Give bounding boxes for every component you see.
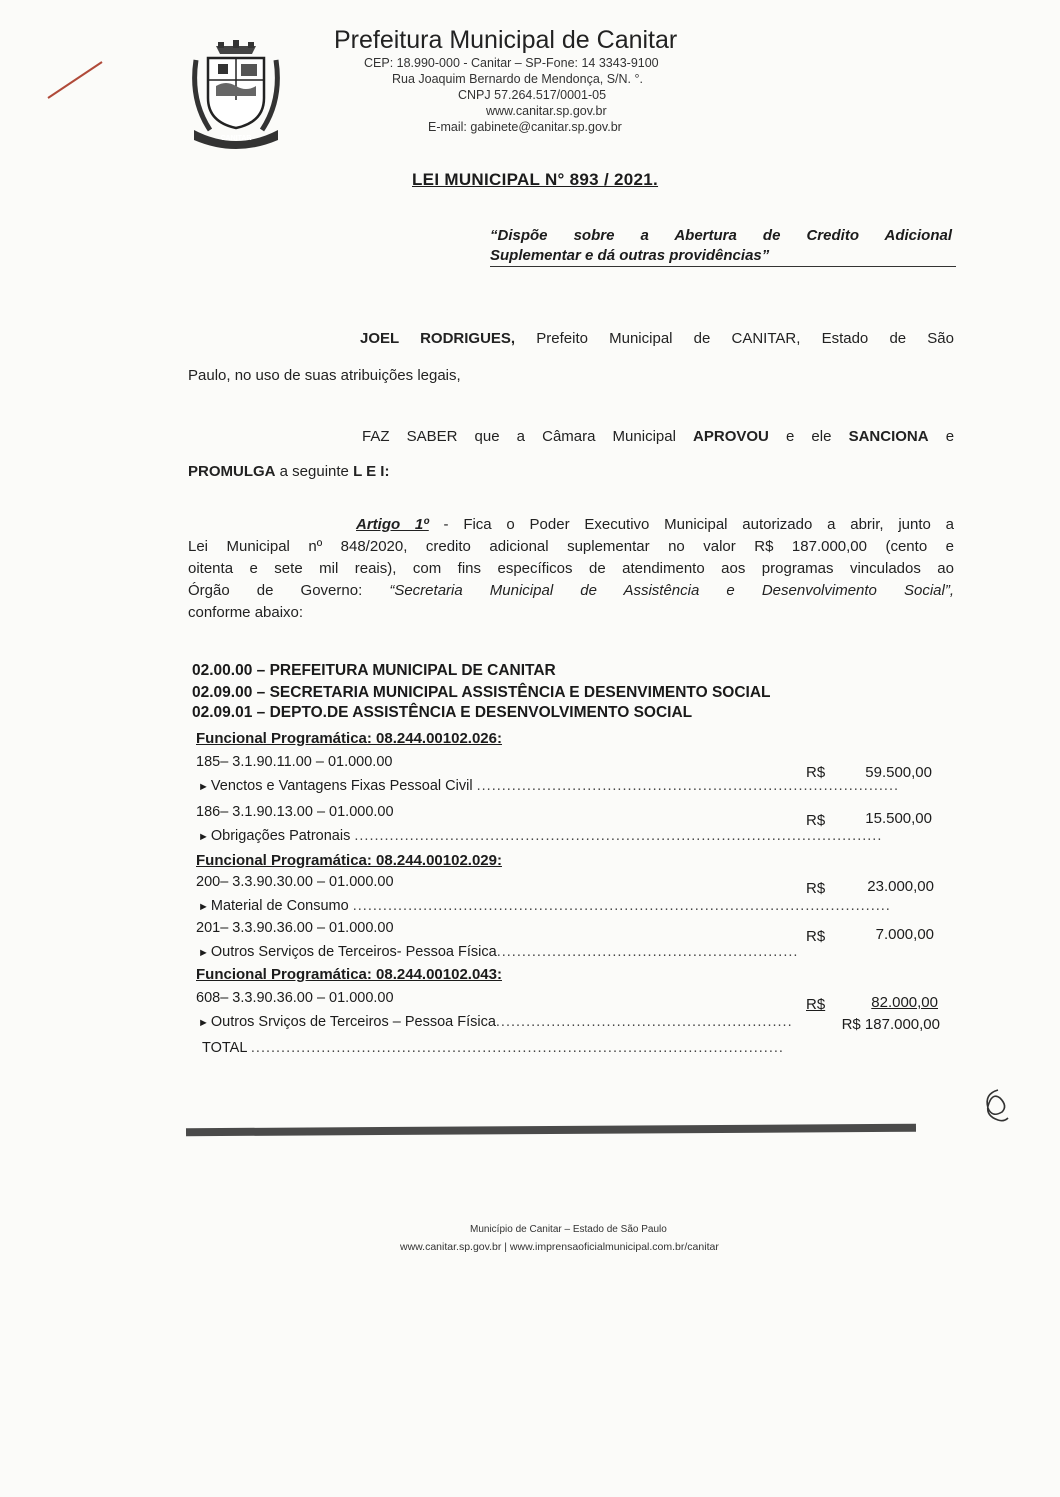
mayor-name: JOEL RODRIGUES,	[360, 330, 516, 347]
faz-saber-line-1	[188, 424, 954, 449]
ementa-underline	[490, 266, 956, 267]
municipal-crest-logo	[186, 40, 286, 148]
lei-word: L E I:	[353, 463, 390, 480]
budget-item-4-value: 7.000,00	[875, 926, 934, 943]
section-line-1: 02.00.00 – PREFEITURA MUNICIPAL DE CANITAR	[192, 662, 556, 679]
footer-links: www.canitar.sp.gov.br | www.imprensaoficialmunicipal.com.br/canitar	[400, 1241, 719, 1253]
budget-item-3-code: 200– 3.3.90.30.00 – 01.000.00	[196, 874, 394, 890]
budget-item-5-currency: R$	[806, 996, 826, 1013]
budget-item-2-value: 15.500,00	[865, 810, 932, 827]
artigo-1-line-2: Lei Municipal nº 848/2020, credito adicional suplementar no valor R$ 187.000,00 (cento e	[188, 538, 954, 555]
email-line: E-mail: gabinete@canitar.sp.gov.br	[428, 120, 622, 134]
aprovou-word: APROVOU	[693, 428, 769, 445]
signature-rubric	[978, 1084, 1014, 1128]
artigo-1-line-1-text: - Fica o Poder Executivo Municipal autorizado a abrir, junto a	[443, 516, 954, 533]
cep-phone-line: CEP: 18.990-000 - Canitar – SP-Fone: 14 3343-9100	[364, 56, 659, 70]
faz-saber-paragraph	[188, 424, 954, 484]
faz-saber-part2: e ele	[785, 428, 832, 445]
arrow-right-icon: ►	[198, 947, 209, 959]
budget-item-2-currency: R$	[806, 812, 826, 829]
budget-item-5-value: 82.000,00	[871, 994, 938, 1011]
artigo-1-line-4-pre: Órgão de Governo:	[188, 582, 363, 599]
footer-divider-rule	[186, 1124, 916, 1136]
budget-item-3-desc-row	[198, 898, 891, 914]
budget-item-1-desc: Venctos e Vantagens Fixas Pessoal Civil	[210, 778, 473, 794]
artigo-1-label: Artigo 1º	[356, 516, 429, 533]
budget-item-5-desc-row	[198, 1014, 793, 1030]
leader-dots: ....................................................................................	[476, 778, 900, 794]
budget-item-4-desc: Outros Serviços de Terceiros- Pessoa Física	[210, 944, 497, 960]
budget-item-4-desc-row	[198, 944, 799, 960]
budget-item-2-desc: Obrigações Patronais	[210, 828, 351, 844]
funcional-programatica-029: Funcional Programática: 08.244.00102.029:	[196, 852, 502, 869]
faz-saber-line-2	[188, 459, 954, 484]
faz-saber-part3: e	[945, 428, 955, 445]
intro-line-1-rest: Prefeito Municipal de CANITAR, Estado de São	[536, 330, 954, 347]
pen-mark-decoration	[46, 58, 104, 102]
section-line-3: 02.09.01 – DEPTO.DE ASSISTÊNCIA E DESENVOLVIMENTO SOCIAL	[192, 704, 693, 721]
arrow-right-icon: ►	[198, 1017, 209, 1029]
artigo-1-line-1	[188, 514, 954, 536]
website-line: www.canitar.sp.gov.br	[486, 104, 607, 118]
total-value: R$ 187.000,00	[841, 1016, 940, 1033]
section-line-2: 02.09.00 – SECRETARIA MUNICIPAL ASSISTÊNCIA E DESENVIMENTO SOCIAL	[192, 684, 771, 701]
artigo-1-line-5: conforme abaixo:	[188, 604, 304, 621]
faz-saber-part1: FAZ SABER que a Câmara Municipal	[362, 428, 676, 445]
leader-dots: ............................................................	[496, 944, 799, 960]
budget-item-1-currency: R$	[806, 764, 826, 781]
total-row	[202, 1040, 784, 1056]
promulga-word: PROMULGA	[188, 463, 276, 480]
intro-paragraph	[188, 326, 954, 388]
leader-dots: ...........................................................	[495, 1014, 793, 1030]
budget-item-1-value: 59.500,00	[865, 764, 932, 781]
budget-item-5-desc: Outros Srviços de Terceiros – Pessoa Física	[210, 1014, 496, 1030]
intro-line-2: Paulo, no uso de suas atribuições legais,	[188, 367, 461, 384]
ementa-line-2: Suplementar e dá outras providências”	[490, 247, 770, 264]
arrow-right-icon: ►	[198, 901, 209, 913]
footer-municipality: Município de Canitar – Estado de São Paulo	[470, 1224, 667, 1235]
arrow-right-icon: ►	[198, 781, 209, 793]
leader-dots: .........................................................................................................	[354, 828, 883, 844]
artigo-1-line-4	[188, 580, 954, 602]
budget-item-1-desc-row	[198, 778, 900, 794]
funcional-programatica-043: Funcional Programática: 08.244.00102.043:	[196, 966, 502, 983]
budget-item-2-desc-row	[198, 828, 883, 844]
leader-dots: ...........................................................................................................	[352, 898, 891, 914]
budget-item-2-code: 186– 3.1.90.13.00 – 01.000.00	[196, 804, 394, 820]
funcional-programatica-026: Funcional Programática: 08.244.00102.026:	[196, 730, 502, 747]
budget-item-3-desc: Material de Consumo	[210, 898, 349, 914]
cnpj-line: CNPJ 57.264.517/0001-05	[458, 88, 607, 102]
total-label: TOTAL	[202, 1040, 247, 1056]
artigo-1-paragraph	[188, 514, 954, 624]
budget-item-3-currency: R$	[806, 880, 826, 897]
arrow-right-icon: ►	[198, 831, 209, 843]
crest-ribbon-text: CANITAR	[220, 135, 252, 142]
law-title: LEI MUNICIPAL N° 893 / 2021.	[412, 170, 659, 189]
intro-line-1	[188, 326, 954, 351]
faz-saber-part4: a seguinte	[279, 463, 349, 480]
ementa	[490, 226, 952, 266]
artigo-1-line-4-italic: “Secretaria Municipal de Assistência e Desenvolvimento Social”,	[389, 582, 954, 599]
budget-item-1-code: 185– 3.1.90.11.00 – 01.000.00	[196, 754, 393, 770]
address-line: Rua Joaquim Bernardo de Mendonça, S/N. °.	[392, 72, 643, 86]
sanciona-word: SANCIONA	[848, 428, 929, 445]
org-name: Prefeitura Municipal de Canitar	[334, 26, 678, 54]
leader-dots: ..........................................................................................................	[250, 1040, 784, 1056]
budget-item-4-code: 201– 3.3.90.36.00 – 01.000.00	[196, 920, 394, 936]
artigo-1-line-3: oitenta e sete mil reais), com fins específicos de atendimento aos programas vinculados ao	[188, 560, 954, 577]
budget-item-5-code: 608– 3.3.90.36.00 – 01.000.00	[196, 990, 394, 1006]
budget-item-4-currency: R$	[806, 928, 826, 945]
ementa-line-1: “Dispõe sobre a Abertura de Credito Adicional	[490, 227, 952, 244]
budget-item-3-value: 23.000,00	[867, 878, 934, 895]
